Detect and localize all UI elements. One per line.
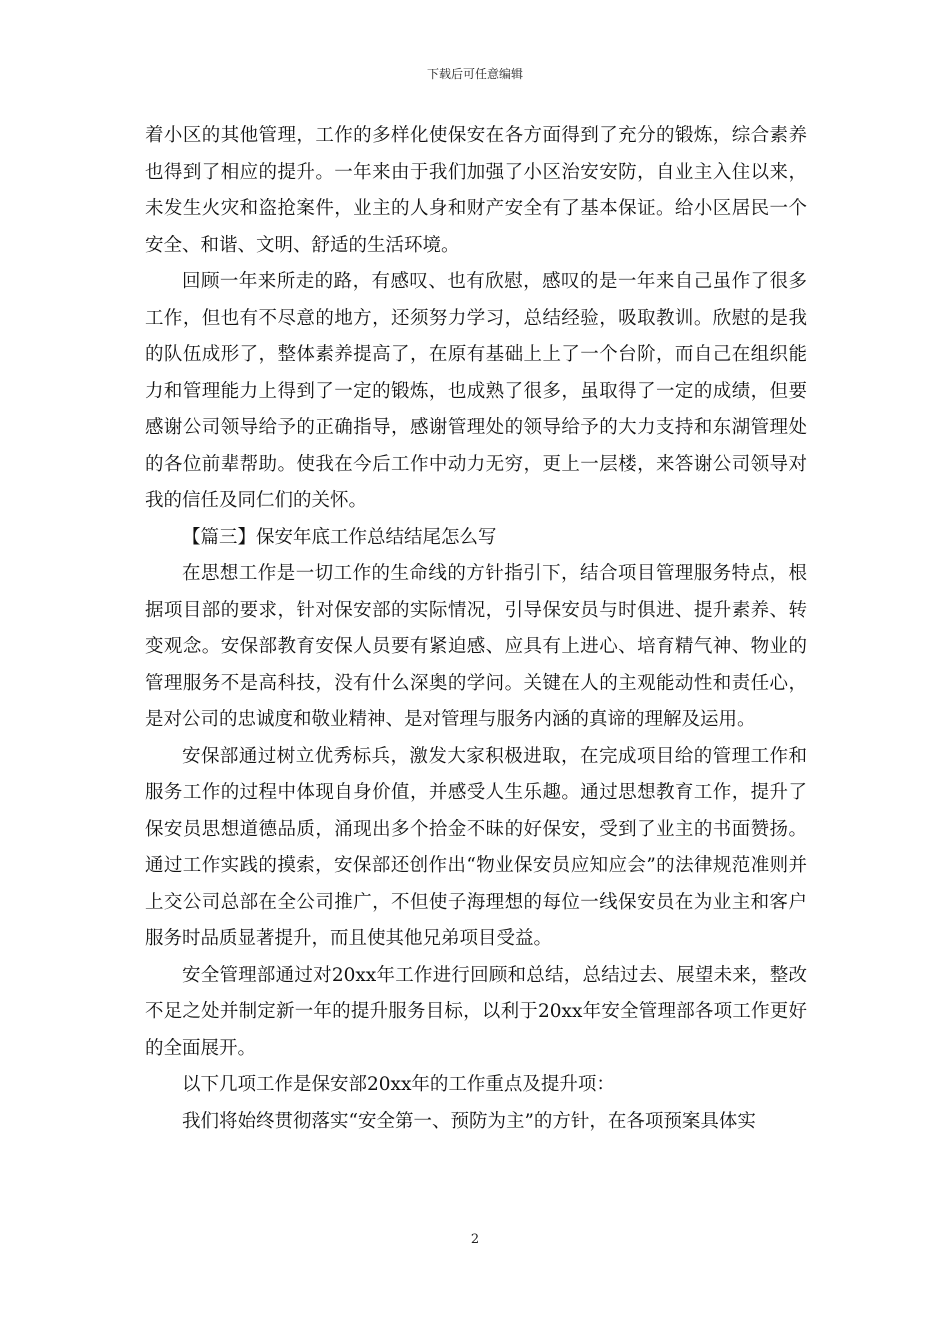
paragraph: 以下几项工作是保安部20xx年的工作重点及提升项： <box>182 1074 615 1095</box>
document-body <box>145 118 807 1140</box>
paragraph: 回顾一年来所走的路，有感叹、也有欣慰，感叹的是一年来自己虽作了很多工作，但也有不尽意的地方，还须努力学习，总结经验，吸取教训。欣慰的是我的队伍成形了，整体素养提高了，在原有基础上上了一个台阶，而自己在组织能力和管理能力上得到了一定的锻炼，也成熟了很多，虽取得了一定的成绩，但要感谢公司领导给予的正确指导，感谢管理处的领导给予的大力支持和东湖管理处的各位前辈帮助。使我在今后工作中动力无穷，更上一层楼，来答谢公司领导对我的信任及同仁们的关怀。 <box>145 271 807 511</box>
page-number: 2 <box>470 1232 480 1247</box>
paragraph: 在思想工作是一切工作的生命线的方针指引下，结合项目管理服务特点，根据项目部的要求，针对保安部的实际情况，引导保安员与时俱进、提升素养、转变观念。安保部教育安保人员要有紧迫感、应具有上进心、培育精气神、物业的管理服务不是高科技，没有什么深奥的学问。关键在人的主观能动性和责任心，是对公司的忠诚度和敬业精神、是对管理与服务内涵的真谛的理解及运用。 <box>145 563 807 730</box>
paragraph: 安全管理部通过对20xx年工作进行回顾和总结，总结过去、展望未来，整改不足之处并制定新一年的提升服务目标，以利于20xx年安全管理部各项工作更好的全面展开。 <box>145 964 807 1059</box>
paragraph: 安保部通过树立优秀标兵，激发大家积极进取，在完成项目给的管理工作和服务工作的过程中体现自身价值，并感受人生乐趣。通过思想教育工作，提升了保安员思想道德品质，涌现出多个拾金不昧的好保安，受到了业主的书面赞扬。通过工作实践的摸索，安保部还创作出“物业保安员应知应会”的法律规范准则并上交公司总部在全公司推广，不但使子海理想的每位一线保安员在为业主和客户服务时品质显著提升，而且使其他兄弟项目受益。 <box>145 745 807 949</box>
section-heading: 【篇三】保安年底工作总结结尾怎么写 <box>182 526 497 548</box>
page-header: 下载后可任意编辑 <box>426 67 523 81</box>
paragraph: 着小区的其他管理，工作的多样化使保安在各方面得到了充分的锻炼，综合素养也得到了相应的提升。一年来由于我们加强了小区治安安防，自业主入住以来，未发生火灾和盗抢案件，业主的人身和财产安全有了基本保证。给小区居民一个安全、和谐、文明、舒适的生活环境。 <box>145 125 807 256</box>
paragraph: 我们将始终贯彻落实“安全第一、预防为主”的方针，在各项预案具体实 <box>182 1110 756 1132</box>
